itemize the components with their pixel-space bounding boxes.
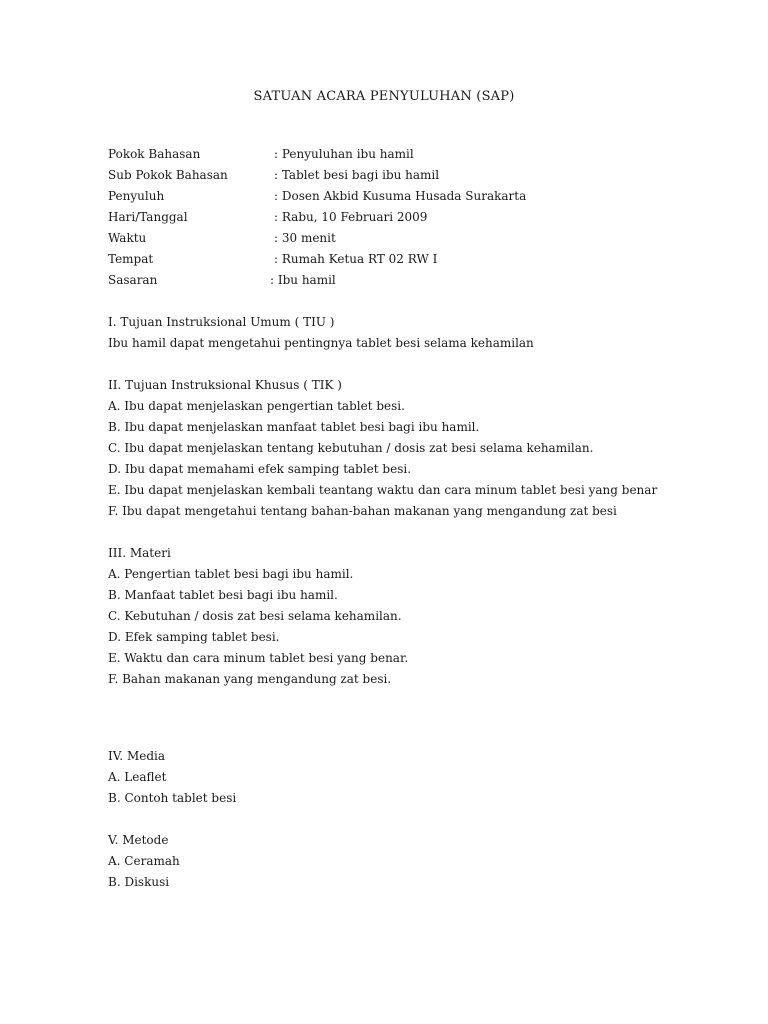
section-heading-materi: III. Materi — [108, 546, 171, 560]
info-value-tempat: : Rumah Ketua RT 02 RW I — [274, 252, 438, 266]
materi-item: F. Bahan makanan yang mengandung zat besi. — [108, 672, 392, 686]
info-label-hari-tanggal: Hari/Tanggal — [108, 210, 188, 224]
section-text-tiu: Ibu hamil dapat mengetahui pentingnya tablet besi selama kehamilan — [108, 336, 534, 350]
info-label-penyuluh: Penyuluh — [108, 189, 165, 203]
info-label-waktu: Waktu — [108, 231, 147, 245]
materi-item: C. Kebutuhan / dosis zat besi selama kehamilan. — [108, 609, 402, 623]
info-value-hari-tanggal: : Rabu, 10 Februari 2009 — [274, 210, 428, 224]
tik-item: C. Ibu dapat menjelaskan tentang kebutuhan / dosis zat besi selama kehamilan. — [108, 441, 594, 455]
materi-item: B. Manfaat tablet besi bagi ibu hamil. — [108, 588, 338, 602]
tik-item: E. Ibu dapat menjelaskan kembali teantang waktu dan cara minum tablet besi yang benar — [108, 483, 658, 497]
media-item: B. Contoh tablet besi — [108, 791, 237, 805]
tik-item: A. Ibu dapat menjelaskan pengertian tablet besi. — [108, 399, 405, 413]
materi-item: D. Efek samping tablet besi. — [108, 630, 280, 644]
info-label-tempat: Tempat — [108, 252, 154, 266]
info-value-sub-pokok-bahasan: : Tablet besi bagi ibu hamil — [274, 168, 440, 182]
info-value-pokok-bahasan: : Penyuluhan ibu hamil — [274, 147, 414, 161]
info-value-penyuluh: : Dosen Akbid Kusuma Husada Surakarta — [274, 189, 527, 203]
section-heading-tiu: I. Tujuan Instruksional Umum ( TIU ) — [108, 315, 335, 329]
section-heading-tik: II. Tujuan Instruksional Khusus ( TIK ) — [108, 378, 342, 392]
section-heading-metode: V. Metode — [108, 833, 169, 847]
materi-item: E. Waktu dan cara minum tablet besi yang benar. — [108, 651, 409, 665]
info-label-pokok-bahasan: Pokok Bahasan — [108, 147, 201, 161]
materi-item: A. Pengertian tablet besi bagi ibu hamil. — [108, 567, 354, 581]
section-heading-media: IV. Media — [108, 749, 165, 763]
document-title: SATUAN ACARA PENYULUHAN (SAP) — [253, 89, 515, 104]
metode-item: A. Ceramah — [108, 854, 180, 868]
info-value-waktu: : 30 menit — [274, 231, 336, 245]
tik-item: D. Ibu dapat memahami efek samping tablet besi. — [108, 462, 412, 476]
info-label-sub-pokok-bahasan: Sub Pokok Bahasan — [108, 168, 228, 182]
metode-item: B. Diskusi — [108, 875, 170, 889]
tik-item: F. Ibu dapat mengetahui tentang bahan-bahan makanan yang mengandung zat besi — [108, 504, 617, 518]
tik-item: B. Ibu dapat menjelaskan manfaat tablet besi bagi ibu hamil. — [108, 420, 480, 434]
media-item: A. Leaflet — [108, 770, 167, 784]
info-value-sasaran: : Ibu hamil — [270, 273, 336, 287]
info-label-sasaran: Sasaran — [108, 273, 158, 287]
